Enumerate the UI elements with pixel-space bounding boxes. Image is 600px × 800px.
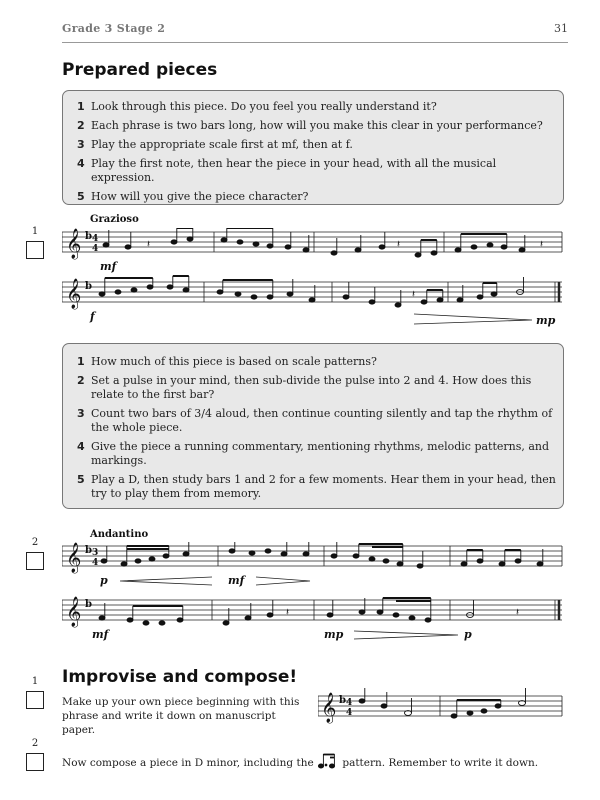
piece-2-dynamic-c: mf xyxy=(92,628,109,641)
piece-2-crescendo-icon xyxy=(120,577,212,585)
question-number: 2 xyxy=(77,374,85,387)
piece-1-checkbox[interactable] xyxy=(26,241,44,259)
question-number: 1 xyxy=(77,100,85,113)
question-text: Play a D, then study bars 1 and 2 for a few moments. Hear them in your head, then try to play them from memory. xyxy=(91,473,556,500)
piece-2-dynamic-d: mp xyxy=(324,628,344,641)
piece-1-dynamic-c: mp xyxy=(536,314,556,327)
piece-2-decrescendo-icon xyxy=(256,577,310,585)
question-item xyxy=(63,100,563,114)
page-header xyxy=(62,22,568,43)
piece-1-dynamic-a: mf xyxy=(100,260,117,273)
svg-text:𝄞: 𝄞 xyxy=(66,597,82,627)
svg-text:𝄽: 𝄽 xyxy=(286,607,290,618)
question-item xyxy=(63,119,563,133)
svg-text:b: b xyxy=(85,231,92,242)
svg-text:b: b xyxy=(85,545,92,556)
svg-text:𝄽: 𝄽 xyxy=(516,607,520,618)
question-number: 4 xyxy=(77,440,85,453)
question-number: 3 xyxy=(77,407,85,420)
piece-1-tempo: Grazioso xyxy=(90,214,139,225)
svg-text:3: 3 xyxy=(92,548,99,558)
question-number: 1 xyxy=(77,355,85,368)
piece-2-score xyxy=(62,542,564,646)
svg-text:4: 4 xyxy=(92,558,99,568)
question-number: 5 xyxy=(77,190,85,203)
svg-text:4: 4 xyxy=(92,244,99,254)
question-text: Count two bars of 3/4 aloud, then continue counting silently and tap the rhythm of the whole piece. xyxy=(91,407,553,434)
question-list-1 xyxy=(63,100,563,204)
question-box-1 xyxy=(62,90,564,205)
section-title-prepared: Prepared pieces xyxy=(62,60,218,80)
question-number: 3 xyxy=(77,138,85,151)
question-text: Set a pulse in your mind, then sub-divide the pulse into 2 and 4. How does this relate to the first bar? xyxy=(91,374,532,401)
question-number: 2 xyxy=(77,119,85,132)
svg-text:b: b xyxy=(85,599,92,610)
question-number: 4 xyxy=(77,157,85,170)
question-list-2 xyxy=(63,355,563,501)
question-item xyxy=(63,157,563,185)
piece-2-checkbox[interactable] xyxy=(26,552,44,570)
treble-clef-icon: 𝄞 xyxy=(66,229,82,259)
piece-2-number: 2 xyxy=(31,537,39,548)
svg-text:𝄞: 𝄞 xyxy=(66,279,82,309)
svg-text:𝄽: 𝄽 xyxy=(540,239,544,250)
question-text: Play the first note, then hear the piece in your head, with all the musical expression. xyxy=(91,157,497,184)
svg-text:𝄽: 𝄽 xyxy=(147,239,151,250)
piece-1-dynamic-b: f xyxy=(90,310,95,323)
task-1-number: 1 xyxy=(31,676,39,687)
piece-1-number: 1 xyxy=(31,226,39,237)
piece-1-score xyxy=(62,228,564,328)
question-text: Play the appropriate scale first at mf, then at f. xyxy=(91,138,353,151)
svg-text:b: b xyxy=(85,281,92,292)
question-item xyxy=(63,355,563,369)
question-item xyxy=(63,190,563,204)
question-item xyxy=(63,374,563,402)
piece-2-decrescendo-2-icon xyxy=(354,631,458,639)
svg-text:𝄞: 𝄞 xyxy=(321,693,337,723)
piece-2-dynamic-b: mf xyxy=(228,574,245,587)
task-1-score xyxy=(318,686,564,726)
section-title-improvise: Improvise and compose! xyxy=(62,667,298,687)
question-text: Give the piece a running commentary, mentioning rhythms, melodic patterns, and markings. xyxy=(91,440,550,467)
question-text: How will you give the piece character? xyxy=(91,190,309,203)
piece-1-decrescendo xyxy=(414,314,532,324)
task-2-text-after: pattern. Remember to write it down. xyxy=(342,757,539,769)
question-item xyxy=(63,407,563,435)
svg-text:4: 4 xyxy=(346,698,353,708)
question-item xyxy=(63,473,563,501)
piece-2-dynamic-e: p xyxy=(464,628,472,641)
question-text: Look through this piece. Do you feel you really understand it? xyxy=(91,100,437,113)
dotted-rhythm-icon xyxy=(317,753,339,769)
svg-text:𝄽: 𝄽 xyxy=(412,289,416,300)
svg-text:b: b xyxy=(339,695,346,706)
task-1-checkbox[interactable] xyxy=(26,691,44,709)
svg-text:4: 4 xyxy=(346,708,353,718)
question-number: 5 xyxy=(77,473,85,486)
task-2-line xyxy=(62,753,562,770)
piece-2-tempo: Andantino xyxy=(90,529,149,540)
page-number: 31 xyxy=(554,22,568,35)
task-2-checkbox[interactable] xyxy=(26,753,44,771)
question-text: How much of this piece is based on scale patterns? xyxy=(91,355,377,368)
task-2-number: 2 xyxy=(31,738,39,749)
question-box-2 xyxy=(62,343,564,509)
header-grade-stage: Grade 3 Stage 2 xyxy=(62,22,166,35)
task-2-text-before: Now compose a piece in D minor, including the xyxy=(62,757,314,769)
svg-text:4: 4 xyxy=(92,234,99,244)
question-item xyxy=(63,440,563,468)
svg-text:𝄞: 𝄞 xyxy=(66,543,82,573)
question-item xyxy=(63,138,563,152)
svg-text:𝄽: 𝄽 xyxy=(397,239,401,250)
piece-2-dynamic-a: p xyxy=(100,574,108,587)
task-1-text: Make up your own piece beginning with this phrase and write it down on manuscript paper. xyxy=(62,696,300,736)
question-text: Each phrase is two bars long, how will you make this clear in your performance? xyxy=(91,119,543,132)
